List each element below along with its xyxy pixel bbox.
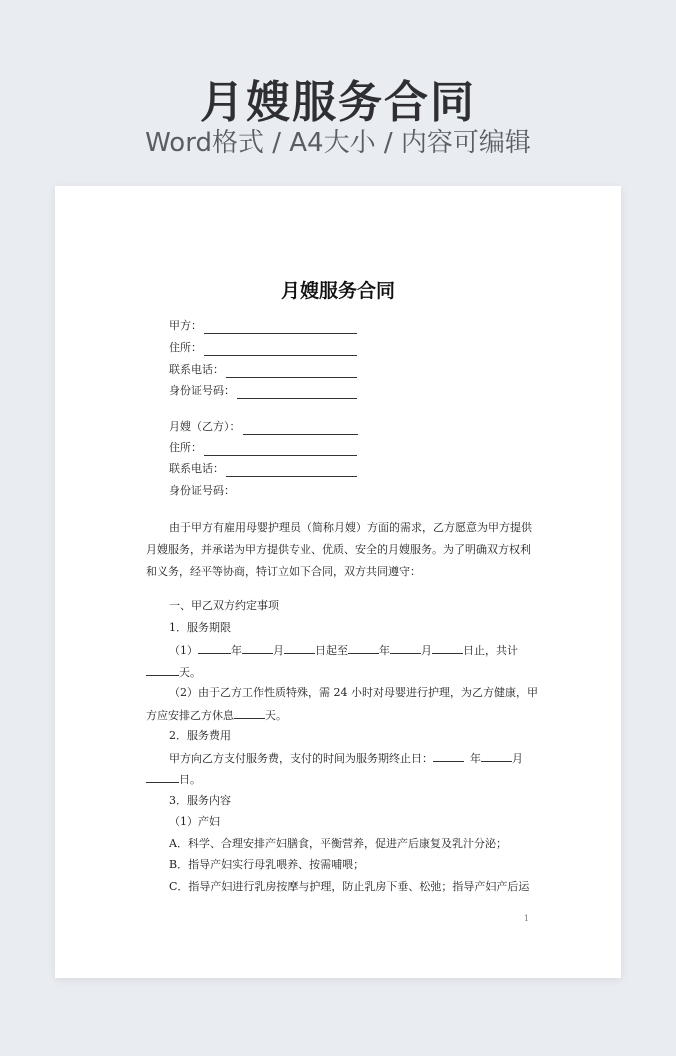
item-1-2-line-2 bbox=[146, 707, 287, 724]
end-day-label: 日止，共计 bbox=[463, 644, 518, 657]
start-day-blank[interactable] bbox=[284, 642, 315, 654]
party-b-id-field[interactable] bbox=[169, 483, 235, 499]
party-b-address-blank[interactable] bbox=[204, 444, 357, 456]
document-title: 月嫂服务合同 bbox=[280, 280, 395, 302]
party-a-address-label: 住所： bbox=[169, 341, 202, 354]
item-3-c: C．指导产妇进行乳房按摩与护理，防止乳房下垂、松弛；指导产妇产后运 bbox=[169, 880, 530, 893]
item-1-1-line-1 bbox=[169, 642, 518, 659]
start-day-label: 日起至 bbox=[315, 644, 348, 657]
item-3-sub-1: （1）产妇 bbox=[169, 815, 220, 828]
document-page bbox=[55, 186, 621, 978]
party-a-name-label: 甲方： bbox=[169, 319, 202, 332]
party-b-phone-field[interactable] bbox=[169, 461, 357, 477]
end-month-blank[interactable] bbox=[390, 642, 421, 654]
item-3-b: B．指导产妇实行母乳喂养、按需哺喂； bbox=[169, 858, 365, 871]
party-b-address-field[interactable] bbox=[169, 440, 357, 456]
party-a-phone-field[interactable] bbox=[169, 362, 357, 378]
section-1-heading: 一、甲乙双方约定事项 bbox=[169, 599, 279, 612]
party-a-id-label: 身份证号码： bbox=[169, 384, 235, 397]
payment-year-label: 年 bbox=[470, 752, 481, 765]
item-1-2-line-1: （2）由于乙方工作性质特殊，需 24 小时对母婴进行护理，为乙方健康，甲 bbox=[169, 686, 538, 699]
payment-month-blank[interactable] bbox=[481, 750, 512, 762]
party-b-name-blank[interactable] bbox=[243, 423, 358, 435]
end-month-label: 月 bbox=[421, 644, 432, 657]
end-year-label: 年 bbox=[379, 644, 390, 657]
item-3-a: A．科学、合理安排产妇膳食，平衡营养，促进产后康复及乳汁分泌； bbox=[169, 837, 507, 850]
party-b-address-label: 住所： bbox=[169, 441, 202, 454]
party-b-phone-blank[interactable] bbox=[226, 465, 357, 477]
party-b-id-label: 身份证号码： bbox=[169, 484, 235, 497]
fee-payment-text: 甲方向乙方支付服务费，支付的时间为服务期终止日： bbox=[169, 752, 433, 765]
start-year-blank[interactable] bbox=[198, 642, 231, 654]
rest-days-blank[interactable] bbox=[234, 707, 265, 719]
party-b-name-field[interactable] bbox=[169, 419, 358, 435]
payment-day-label: 日。 bbox=[179, 773, 201, 786]
item-1-1-line-2 bbox=[146, 664, 201, 681]
payment-month-label: 月 bbox=[512, 752, 523, 765]
item-1-1-prefix: （1） bbox=[169, 644, 198, 657]
party-a-phone-label: 联系电话： bbox=[169, 363, 224, 376]
rest-days-suffix: 天。 bbox=[265, 709, 287, 722]
party-a-id-field[interactable] bbox=[169, 383, 357, 399]
preamble-line-3: 和义务，经平等协商，特订立如下合同，双方共同遵守： bbox=[146, 565, 421, 578]
end-day-blank[interactable] bbox=[432, 642, 463, 654]
item-2-heading: 2．服务费用 bbox=[169, 729, 231, 742]
start-month-label: 月 bbox=[273, 644, 284, 657]
party-a-address-field[interactable] bbox=[169, 340, 357, 356]
party-b-phone-label: 联系电话： bbox=[169, 462, 224, 475]
preamble-line-1: 由于甲方有雇用母婴护理员（简称月嫂）方面的需求，乙方愿意为甲方提供 bbox=[169, 521, 532, 534]
banner-subtitle: Word格式 / A4大小 / 内容可编辑 bbox=[145, 128, 531, 158]
party-a-name-field[interactable] bbox=[169, 318, 357, 334]
preamble-line-2: 月嫂服务，并承诺为甲方提供专业、优质、安全的月嫂服务。为了明确双方权利 bbox=[146, 543, 531, 556]
item-3-heading: 3．服务内容 bbox=[169, 794, 231, 807]
start-year-label: 年 bbox=[231, 644, 242, 657]
item-2-line-2 bbox=[146, 771, 201, 788]
banner-title: 月嫂服务合同 bbox=[200, 77, 476, 128]
total-days-label: 天。 bbox=[179, 666, 201, 679]
end-year-blank[interactable] bbox=[348, 642, 379, 654]
payment-day-blank[interactable] bbox=[146, 771, 179, 783]
item-1-heading: 1．服务期限 bbox=[169, 621, 231, 634]
party-a-id-blank[interactable] bbox=[237, 387, 357, 399]
party-b-name-label: 月嫂（乙方）： bbox=[169, 420, 241, 433]
total-days-blank[interactable] bbox=[146, 664, 179, 676]
party-a-name-blank[interactable] bbox=[204, 322, 357, 334]
payment-year-blank[interactable] bbox=[433, 750, 464, 762]
page-number: 1 bbox=[523, 914, 529, 923]
party-a-phone-blank[interactable] bbox=[226, 366, 357, 378]
rest-days-prefix: 方应安排乙方休息 bbox=[146, 709, 234, 722]
start-month-blank[interactable] bbox=[242, 642, 273, 654]
party-a-address-blank[interactable] bbox=[204, 344, 357, 356]
item-2-line-1 bbox=[169, 750, 523, 767]
